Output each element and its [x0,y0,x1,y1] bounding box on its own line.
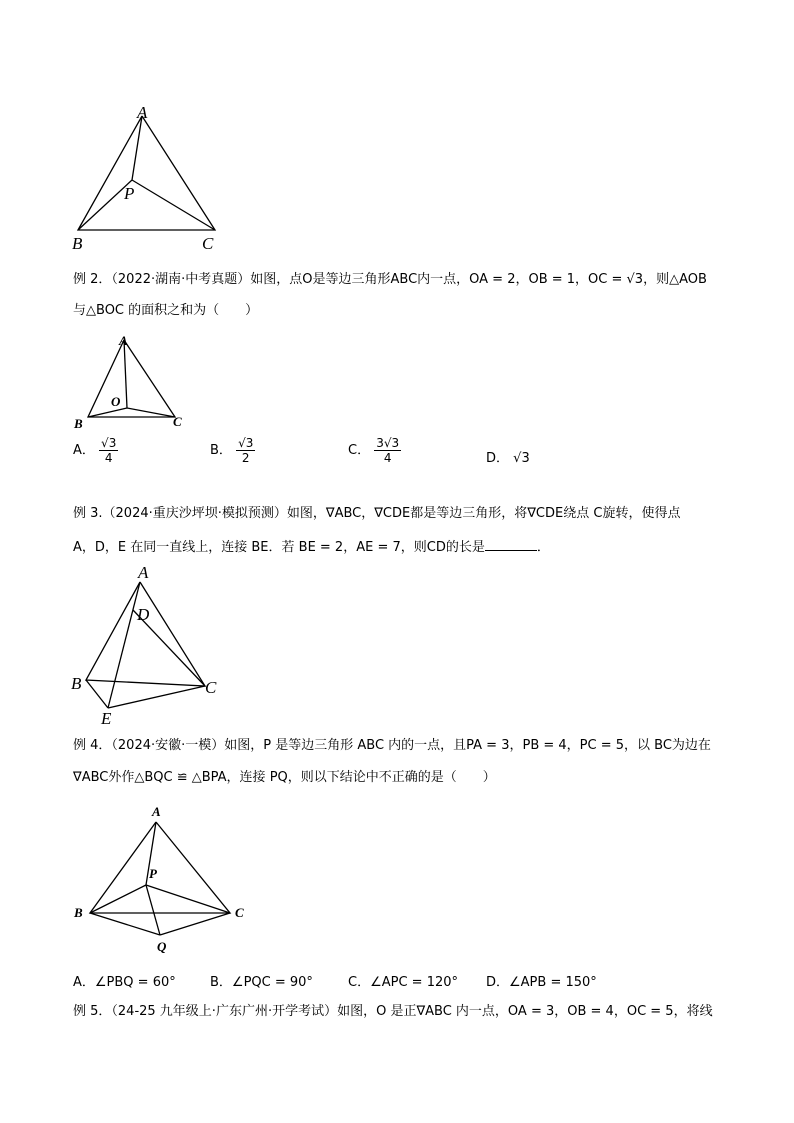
ex2-option-d[interactable] [486,447,530,466]
fig4-label-b: B [74,905,83,920]
fig2-segment-ao [124,340,127,408]
ex2-option-b-num: √3 [238,436,254,450]
fig2-segment-bo [88,408,127,417]
fig2-segment-co [127,408,175,417]
ex4-question-line2: ∇ABC外作△BQC ≌ △BPA，连接 PQ，则以下结论中不正确的是（ ） [73,770,496,785]
ex4-option-c[interactable]: C．∠APC = 120° [348,975,459,990]
ex5-question-line1: 例 5．（24-25 九年级上·广东广州·开学考试）如图，O 是正∇ABC 内一点，OA = 3，OB = 4，OC = 5，将线 [73,1004,713,1019]
fig3-label-e: E [101,709,112,728]
fig4-label-a: A [152,804,161,819]
ex2-option-a-num: √3 [101,436,117,450]
fig4-label-c: C [235,905,244,920]
fig3-segment-be [86,680,108,708]
ex2-option-b[interactable] [210,436,255,465]
ex4-option-d[interactable]: D．∠APB = 150° [486,975,597,990]
ex2-option-c-den: 4 [383,451,392,465]
fig2-label-a: A [119,333,128,348]
ex2-option-a[interactable] [73,436,118,465]
fig1-label-b: B [72,234,83,253]
fig2-label-b: B [74,416,83,431]
fig3-label-d: D [137,605,150,624]
ex2-option-b-fraction [236,436,255,465]
fig4-segment-cq [160,913,230,935]
fig1-label-a: A [137,103,148,122]
fig1-segment-cp [132,180,215,230]
ex2-option-a-den: 4 [104,451,113,465]
ex3-answer-blank[interactable] [485,538,537,551]
fig4-triangle-abc [90,822,230,913]
ex3-question-line1: 例 3.（2024·重庆沙坪坝·模拟预测）如图，∇ABC，∇CDE都是等边三角形，将∇CDE绕点 C旋转，使得点 [73,506,681,521]
fig4-label-p: P [149,866,157,881]
fig2-label-o: O [111,394,121,409]
ex2-option-b-letter: B． [210,443,232,458]
ex2-question-line2: 与△BOC 的面积之和为（ ） [73,303,259,318]
ex2-option-c-letter: C． [348,443,371,458]
ex2-question-line1: 例 2．（2022·湖南·中考真题）如图，点O是等边三角形ABC内一点，OA = 2，OB = 1，OC = √3，则△AOB [73,272,707,287]
ex2-option-c-num: 3√3 [376,436,400,450]
figure-2-triangle [80,330,190,425]
ex2-option-d-value: √3 [513,451,530,466]
fig3-label-c: C [205,678,217,697]
ex2-option-b-den: 2 [241,451,250,465]
ex4-option-a[interactable]: A．∠PBQ = 60° [73,975,176,990]
fig2-label-c: C [173,414,182,429]
fig4-segment-pq [146,885,160,935]
fig3-label-b: B [71,674,82,693]
fig3-segment-ae [108,582,140,708]
fig1-label-c: C [202,234,214,253]
fig2-triangle-outline [88,340,175,417]
fig3-triangle-abc [86,582,205,686]
ex4-question-line1: 例 4．（2024·安徽·一模）如图，P 是等边三角形 ABC 内的一点，且PA = 3，PB = 4，PC = 5，以 BC为边在 [73,738,711,753]
fig4-segment-bp [90,885,146,913]
figure-3-triangles [70,570,220,720]
ex2-option-a-fraction [99,436,118,465]
fig4-label-q: Q [157,939,167,954]
ex2-option-a-letter: A． [73,443,95,458]
ex2-option-d-letter: D． [486,451,510,466]
ex3-question-line2 [73,538,550,556]
ex2-option-c[interactable] [348,436,401,465]
ex2-option-c-fraction [374,436,401,465]
fig3-segment-ec [108,686,205,708]
fig4-segment-cp [146,885,230,913]
ex3-question-line2-text: A，D，E 在同一直线上，连接 BE．若 BE = 2，AE = 7，则CD的长是 [73,540,485,555]
fig1-triangle-outline [78,116,215,230]
ex3-question-line2-end: ． [536,540,550,555]
fig3-label-a: A [138,563,149,582]
ex4-option-b[interactable]: B．∠PQC = 90° [210,975,313,990]
fig1-label-p: P [124,184,135,203]
fig4-segment-bq [90,913,160,935]
figure-4-triangle [80,810,250,945]
